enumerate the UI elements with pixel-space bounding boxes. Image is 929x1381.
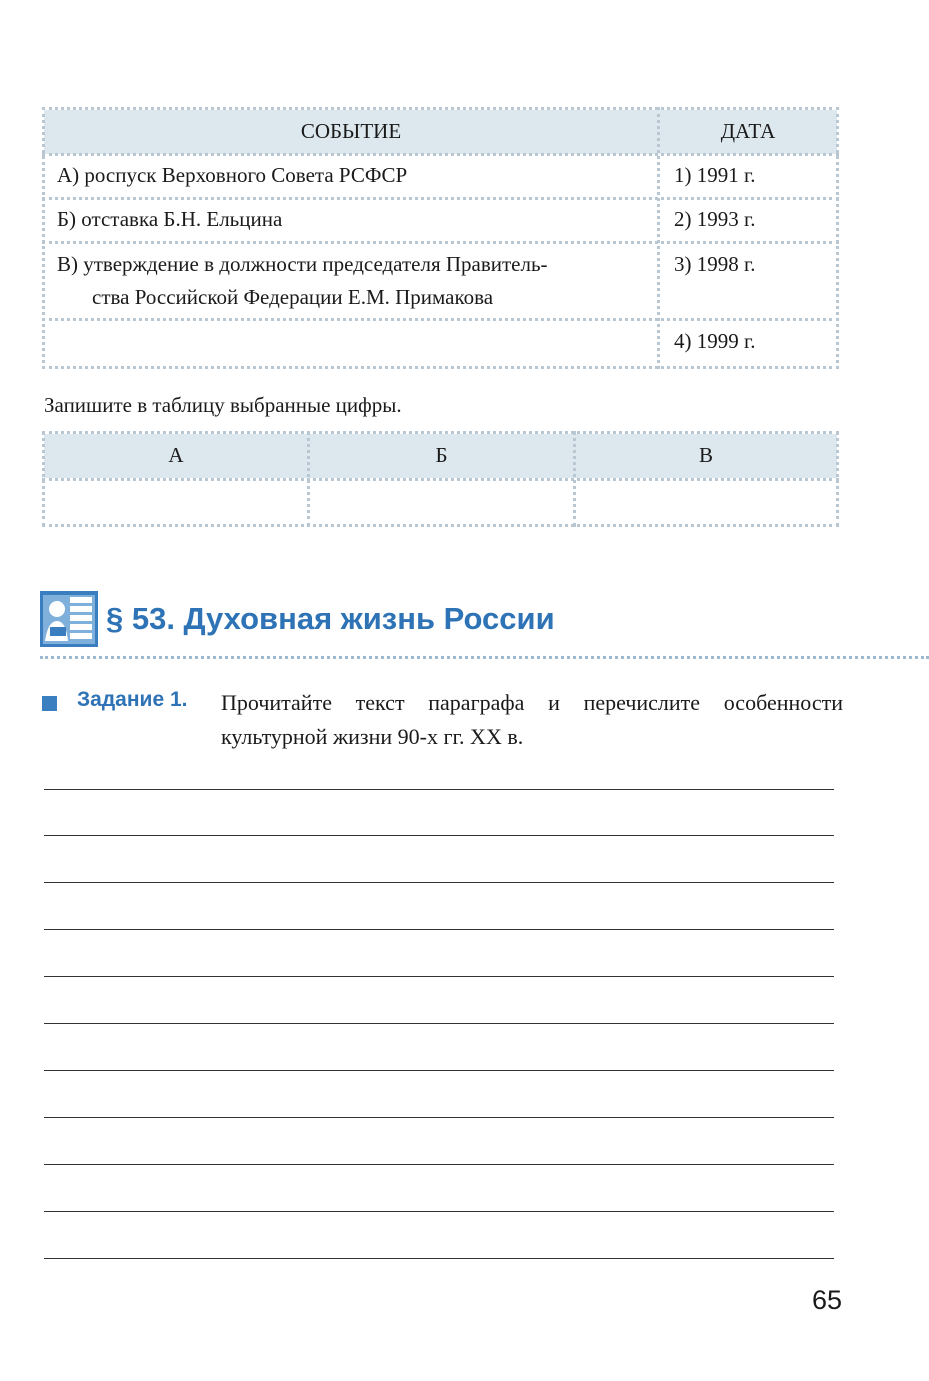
- table-border: [42, 107, 839, 110]
- answer-instruction: Запишите в таблицу выбранные цифры.: [44, 393, 402, 417]
- date-cell: 2) 1993 г.: [674, 207, 756, 231]
- task-text: Прочитайте текст параграфа и перечислите особенности культурной жизни 90-х гг. XX в.: [221, 690, 843, 749]
- event-cell: А) роспуск Верховного Совета РСФСР: [57, 163, 408, 187]
- section-title: § 53. Духовная жизнь России: [106, 601, 555, 636]
- answer-header-a: А: [168, 443, 184, 467]
- table-border: [42, 366, 839, 369]
- event-column-header: СОБЫТИЕ: [300, 119, 402, 143]
- date-column-header: ДАТА: [720, 119, 776, 143]
- answer-line[interactable]: [44, 1070, 834, 1071]
- table-border: [836, 431, 839, 527]
- table-border: [657, 107, 660, 369]
- table-border: [42, 241, 839, 244]
- answer-line[interactable]: [44, 1211, 834, 1212]
- section-divider: [40, 656, 929, 659]
- answer-line[interactable]: [44, 882, 834, 883]
- answer-line[interactable]: [44, 835, 834, 836]
- books-reader-icon: [40, 591, 98, 647]
- table-border: [42, 431, 839, 434]
- answer-line[interactable]: [44, 1023, 834, 1024]
- table-border: [42, 478, 839, 481]
- answer-line[interactable]: [44, 1258, 834, 1259]
- answer-line[interactable]: [44, 929, 834, 930]
- event-cell-continuation: ства Российской Федерации Е.М. Примакова: [92, 285, 494, 309]
- answer-line[interactable]: [44, 1164, 834, 1165]
- table-border: [42, 318, 839, 321]
- table-border: [42, 153, 839, 156]
- task-label: Задание 1.: [77, 688, 188, 711]
- task-bullet-icon: [42, 696, 57, 711]
- event-cell: Б) отставка Б.Н. Ельцина: [57, 207, 283, 231]
- table-border: [836, 107, 839, 369]
- answer-header-b: Б: [435, 443, 448, 467]
- table-border: [42, 107, 45, 369]
- table-border: [42, 197, 839, 200]
- table-border: [42, 524, 839, 527]
- date-cell: 3) 1998 г.: [674, 252, 756, 276]
- answer-header-v: В: [698, 443, 713, 467]
- answer-line[interactable]: [44, 1117, 834, 1118]
- answer-line[interactable]: [44, 789, 834, 790]
- date-cell: 4) 1999 г.: [674, 329, 756, 353]
- answer-line[interactable]: [44, 976, 834, 977]
- page-number: 65: [812, 1285, 843, 1315]
- date-cell: 1) 1991 г.: [674, 163, 756, 187]
- event-cell: В) утверждение в должности председателя Правитель-: [57, 252, 548, 276]
